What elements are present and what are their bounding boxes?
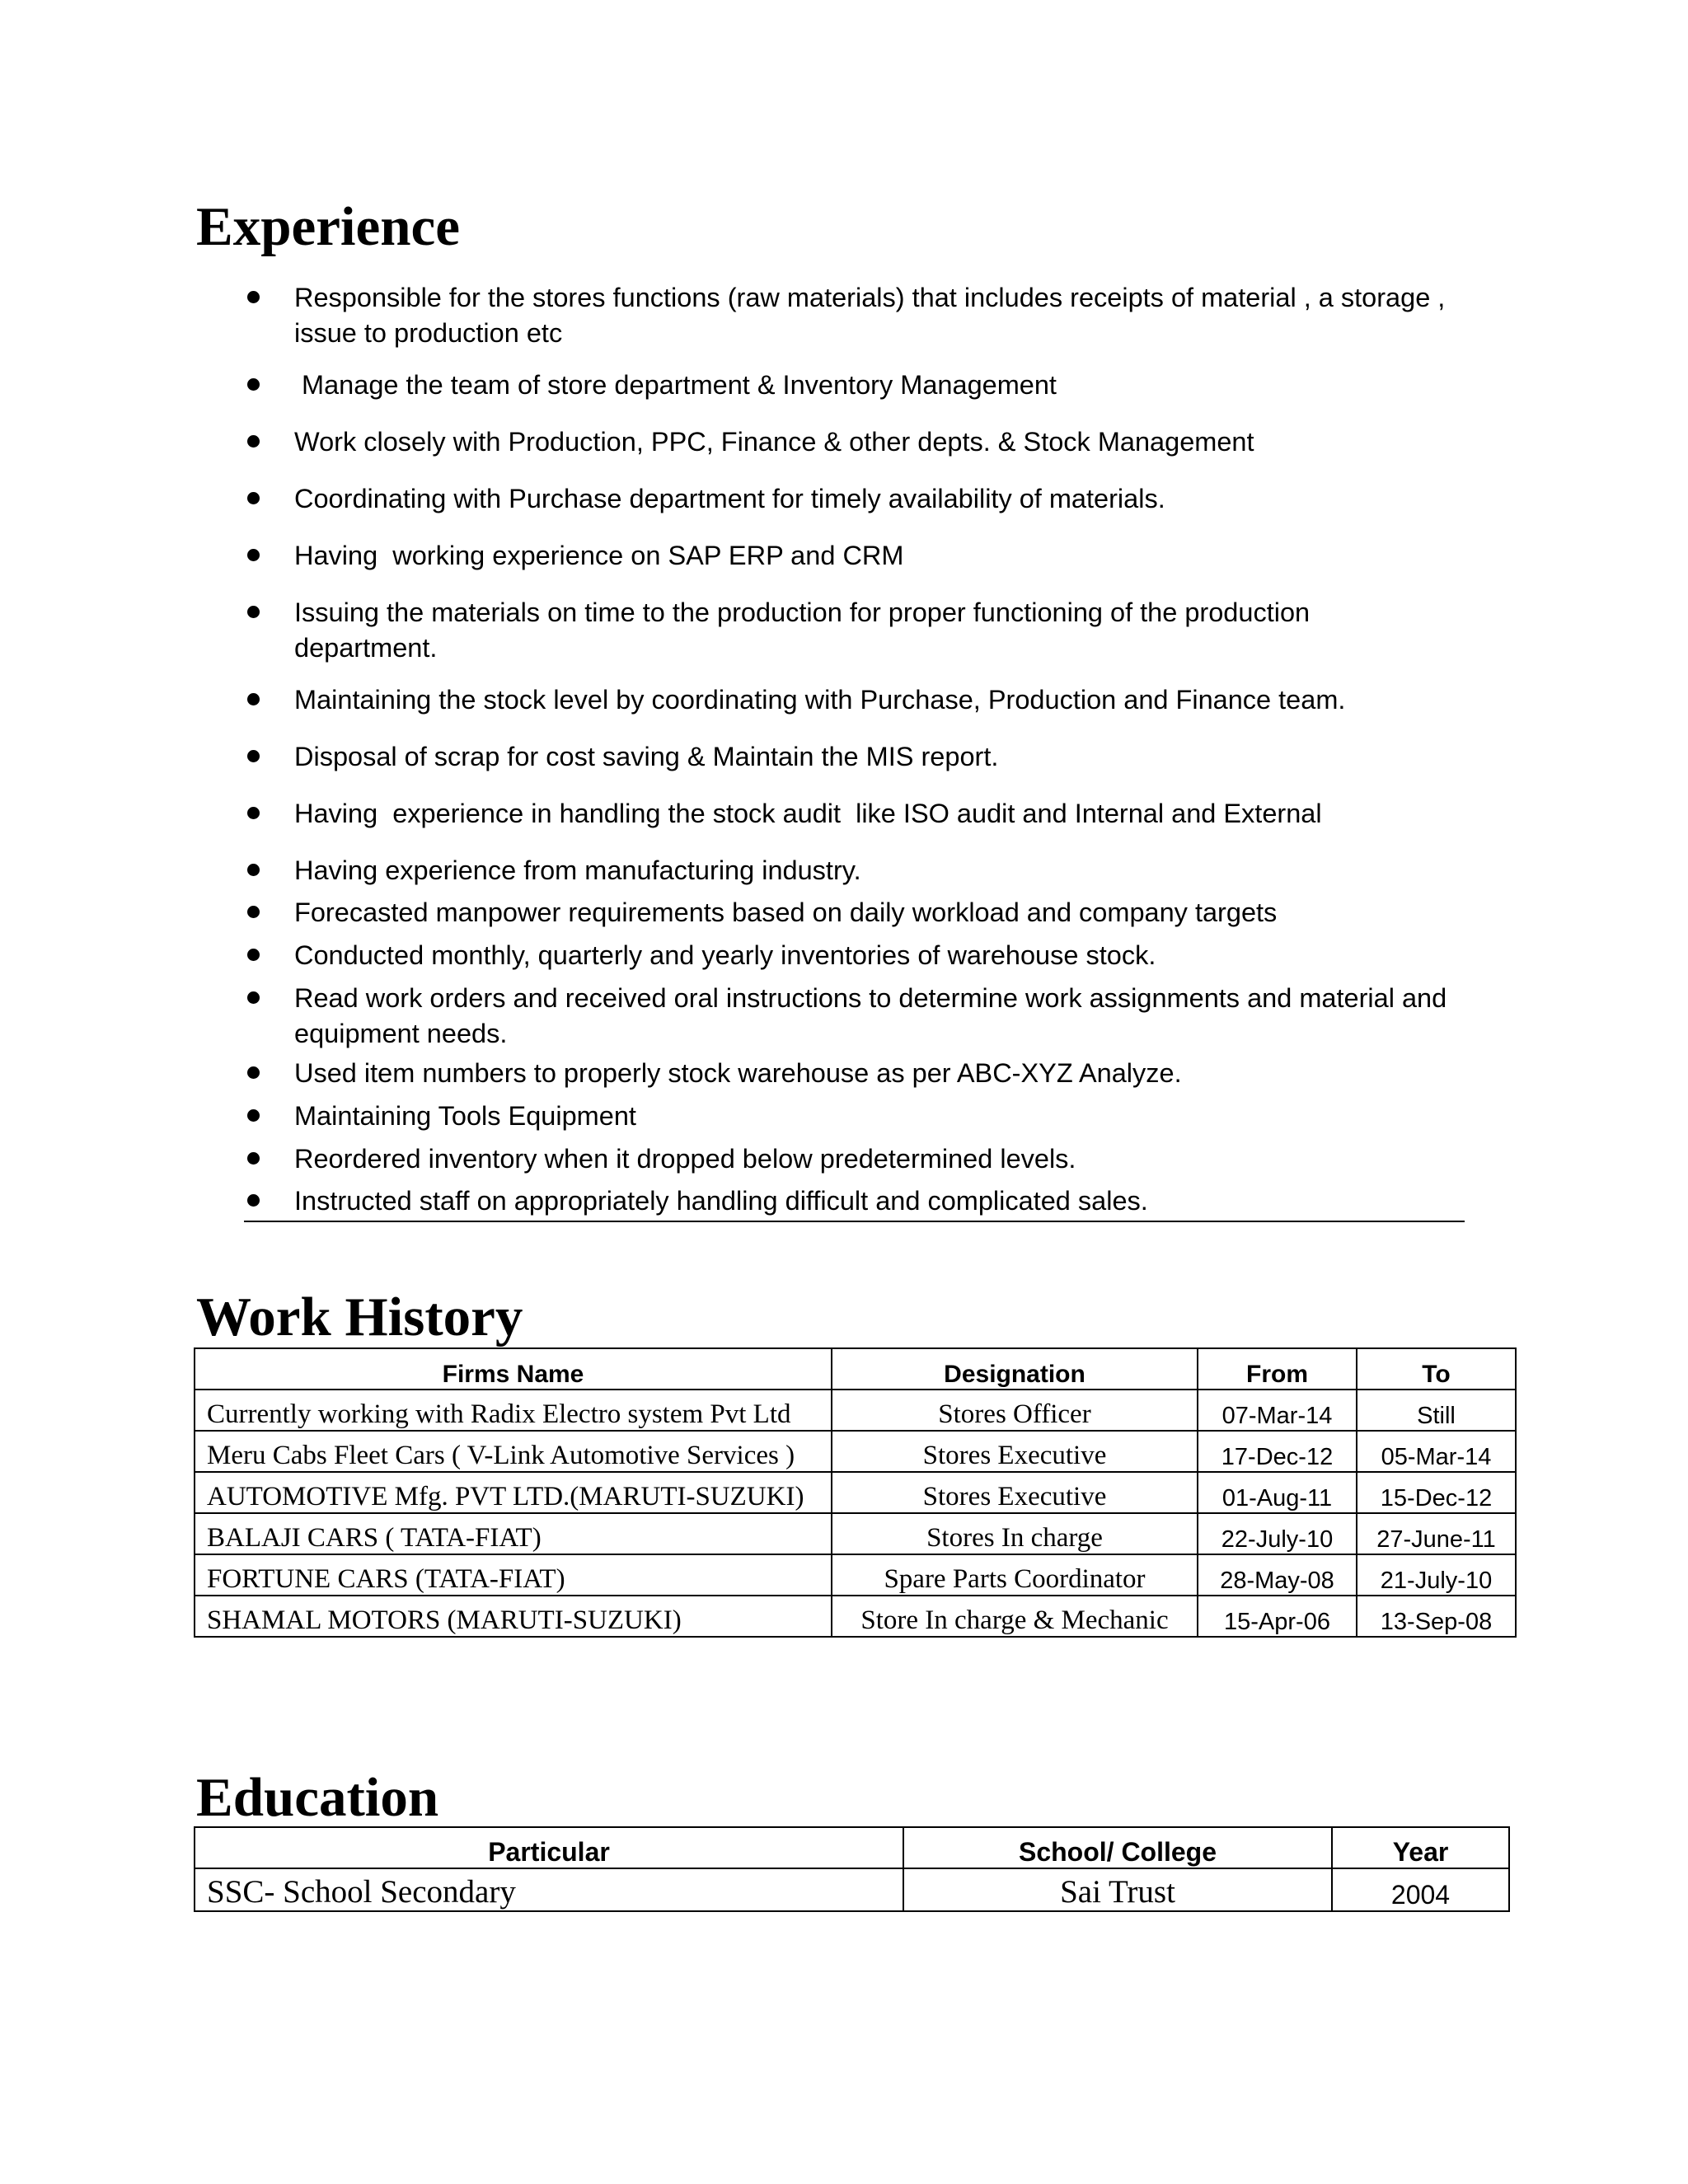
list-item-text: Having experience in handling the stock audit like ISO audit and Internal and External xyxy=(294,799,1322,828)
to-date-cell: 21-July-10 xyxy=(1357,1554,1516,1596)
bullet-icon xyxy=(247,991,260,1004)
firm-name-cell: SHAMAL MOTORS (MARUTI-SUZUKI) xyxy=(195,1596,832,1637)
list-item-text: Manage the team of store department & Inventory Management xyxy=(294,370,1057,400)
bullet-icon xyxy=(247,1194,260,1207)
list-item-text: Conducted monthly, quarterly and yearly inventories of warehouse stock. xyxy=(294,940,1156,970)
list-item-text: Responsible for the stores functions (raw materials) that includes receipts of material , a storage , issue to production etc xyxy=(294,283,1446,348)
work-history-heading: Work History xyxy=(196,1286,523,1347)
from-date-cell: 15-Apr-06 xyxy=(1198,1596,1357,1637)
bullet-icon xyxy=(247,378,260,391)
school-cell: Sai Trust xyxy=(903,1868,1332,1911)
list-item-text: Having experience from manufacturing industry. xyxy=(294,855,861,885)
designation-cell: Stores Executive xyxy=(832,1431,1198,1472)
list-item-text: Coordinating with Purchase department for timely availability of materials. xyxy=(294,484,1165,513)
table-row xyxy=(195,1554,1516,1596)
list-item-text: Disposal of scrap for cost saving & Maintain the MIS report. xyxy=(294,742,999,771)
firm-name-cell: Meru Cabs Fleet Cars ( V-Link Automotive Services ) xyxy=(195,1431,832,1472)
to-date-cell: 05-Mar-14 xyxy=(1357,1431,1516,1472)
table-row xyxy=(195,1596,1516,1637)
section-divider xyxy=(244,1221,1465,1222)
list-item-text: Forecasted manpower requirements based on daily workload and company targets xyxy=(294,898,1278,927)
bullet-icon xyxy=(247,1152,260,1165)
list-item-text: Having working experience on SAP ERP and CRM xyxy=(294,541,904,570)
column-header: School/ College xyxy=(903,1827,1332,1868)
list-item-text: Maintaining the stock level by coordinating with Purchase, Production and Finance team. xyxy=(294,685,1346,715)
table-header-row xyxy=(195,1827,1509,1868)
table-row xyxy=(195,1390,1516,1431)
from-date-cell: 17-Dec-12 xyxy=(1198,1431,1357,1472)
column-header: To xyxy=(1357,1348,1516,1390)
column-header: Particular xyxy=(195,1827,903,1868)
experience-heading: Experience xyxy=(196,196,461,257)
column-header: From xyxy=(1198,1348,1357,1390)
column-header: Designation xyxy=(832,1348,1198,1390)
designation-cell: Store In charge & Mechanic xyxy=(832,1596,1198,1637)
designation-cell: Stores In charge xyxy=(832,1513,1198,1554)
column-header: Firms Name xyxy=(195,1348,832,1390)
list-item-text: Maintaining Tools Equipment xyxy=(294,1101,636,1131)
list-item-text: Reordered inventory when it dropped below predetermined levels. xyxy=(294,1144,1076,1174)
designation-cell: Stores Executive xyxy=(832,1472,1198,1513)
bullet-icon xyxy=(247,492,260,504)
table-row xyxy=(195,1868,1509,1911)
column-header: Year xyxy=(1332,1827,1509,1868)
bullet-icon xyxy=(247,949,260,961)
bullet-icon xyxy=(247,750,260,762)
to-date-cell: 13-Sep-08 xyxy=(1357,1596,1516,1637)
bullet-icon xyxy=(247,435,260,448)
firm-name-cell: Currently working with Radix Electro system Pvt Ltd xyxy=(195,1390,832,1431)
bullet-icon xyxy=(247,693,260,705)
firm-name-cell: AUTOMOTIVE Mfg. PVT LTD.(MARUTI-SUZUKI) xyxy=(195,1472,832,1513)
designation-cell: Spare Parts Coordinator xyxy=(832,1554,1198,1596)
work-history-table xyxy=(194,1347,1517,1638)
bullet-icon xyxy=(247,606,260,618)
bullet-icon xyxy=(247,549,260,561)
bullet-icon xyxy=(247,291,260,303)
table-row xyxy=(195,1472,1516,1513)
bullet-icon xyxy=(247,1066,260,1079)
list-item-text: Instructed staff on appropriately handling difficult and complicated sales. xyxy=(294,1186,1148,1216)
to-date-cell: 15-Dec-12 xyxy=(1357,1472,1516,1513)
education-table xyxy=(194,1826,1510,1912)
list-item-text: Issuing the materials on time to the production for proper functioning of the production department. xyxy=(294,598,1311,663)
bullet-icon xyxy=(247,864,260,876)
year-cell: 2004 xyxy=(1332,1868,1509,1911)
bullet-icon xyxy=(247,1109,260,1122)
from-date-cell: 07-Mar-14 xyxy=(1198,1390,1357,1431)
list-item-text: Work closely with Production, PPC, Finance & other depts. & Stock Management xyxy=(294,427,1254,457)
list-item-text: Used item numbers to properly stock warehouse as per ABC-XYZ Analyze. xyxy=(294,1058,1182,1088)
particular-cell: SSC- School Secondary xyxy=(195,1868,903,1911)
table-header-row xyxy=(195,1348,1516,1390)
from-date-cell: 01-Aug-11 xyxy=(1198,1472,1357,1513)
list-item-text: Read work orders and received oral instructions to determine work assignments and material and equipment needs. xyxy=(294,983,1447,1048)
bullet-icon xyxy=(247,807,260,819)
designation-cell: Stores Officer xyxy=(832,1390,1198,1431)
table-row xyxy=(195,1513,1516,1554)
from-date-cell: 22-July-10 xyxy=(1198,1513,1357,1554)
to-date-cell: Still xyxy=(1357,1390,1516,1431)
from-date-cell: 28-May-08 xyxy=(1198,1554,1357,1596)
firm-name-cell: FORTUNE CARS (TATA-FIAT) xyxy=(195,1554,832,1596)
to-date-cell: 27-June-11 xyxy=(1357,1513,1516,1554)
table-row xyxy=(195,1431,1516,1472)
education-heading: Education xyxy=(196,1767,439,1828)
bullet-icon xyxy=(247,906,260,918)
firm-name-cell: BALAJI CARS ( TATA-FIAT) xyxy=(195,1513,832,1554)
